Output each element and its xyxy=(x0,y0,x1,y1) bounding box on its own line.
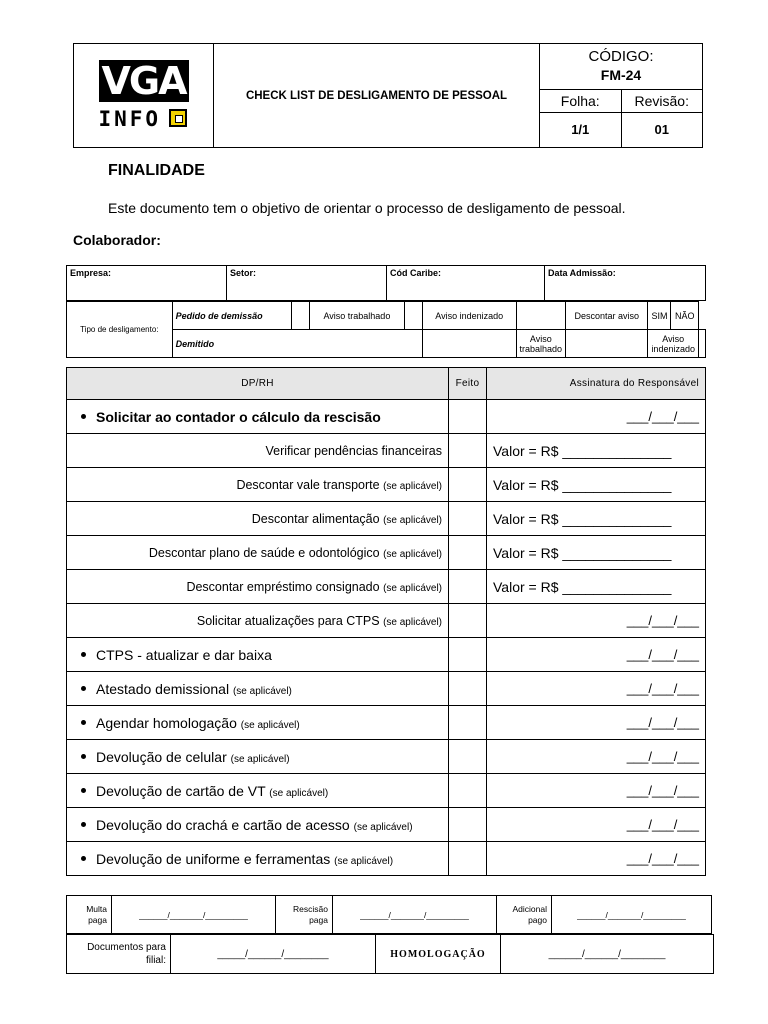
folha-cell xyxy=(540,90,622,148)
adicional-date-field[interactable]: ______/_______/_________ xyxy=(552,896,712,934)
col-dp-rh: DP/RH xyxy=(67,368,449,400)
checklist-row xyxy=(67,468,706,502)
aviso-indenizado-1-checkbox[interactable] xyxy=(516,302,566,330)
checklist-task xyxy=(67,740,449,774)
task-label: Devolução de cartão de VT xyxy=(96,782,266,799)
checklist-task xyxy=(67,604,449,638)
bullet-icon xyxy=(81,686,86,691)
task-label: Solicitar atualizações para CTPS xyxy=(196,613,380,628)
document-title: CHECK LIST DE DESLIGAMENTO DE PESSOAL xyxy=(214,44,540,148)
checklist-row xyxy=(67,536,706,570)
checklist-task xyxy=(67,842,449,876)
checklist-task xyxy=(67,536,449,570)
pedido-checkbox[interactable] xyxy=(291,302,309,330)
task-note: (se aplicável) xyxy=(240,719,300,731)
task-note: (se aplicável) xyxy=(383,582,442,594)
multa-text: Multa xyxy=(86,903,107,914)
adicional-pago-label xyxy=(497,896,552,934)
checklist-task xyxy=(67,706,449,740)
task-label: Atestado demissional xyxy=(96,680,230,697)
signature-date-field[interactable]: ___/___/___ xyxy=(487,672,706,706)
revisao-value: 01 xyxy=(654,122,669,137)
revisao-label: Revisão: xyxy=(622,90,703,113)
document-header xyxy=(73,43,703,148)
feito-checkbox[interactable] xyxy=(449,468,487,502)
bullet-icon xyxy=(81,754,86,759)
adicional-text: Adicional xyxy=(512,903,547,914)
documentos-filial-label xyxy=(67,935,171,974)
setor-field[interactable]: Setor: xyxy=(227,266,387,301)
sim-option[interactable]: SIM xyxy=(648,302,671,330)
aviso-trabalhado-2-checkbox[interactable] xyxy=(566,330,648,358)
aviso-trabalhado-1-label: Aviso trabalhado xyxy=(309,302,404,330)
checklist-task xyxy=(67,434,449,468)
bullet-icon xyxy=(81,652,86,657)
checklist-task xyxy=(67,638,449,672)
descontar-aviso-label: Descontar aviso xyxy=(566,302,648,330)
payments-row xyxy=(66,895,712,934)
codigo-cell xyxy=(540,44,703,90)
codigo-value: FM-24 xyxy=(600,67,642,83)
employee-info-form xyxy=(66,265,706,301)
folha-label: Folha: xyxy=(540,90,621,113)
signature-date-field[interactable]: ___/___/___ xyxy=(487,808,706,842)
task-label: Descontar empréstimo consignado xyxy=(186,579,380,594)
signature-date-field[interactable]: ___/___/___ xyxy=(487,842,706,876)
tipo-desligamento-form xyxy=(66,301,706,358)
signature-date-field[interactable]: ___/___/___ xyxy=(487,400,706,434)
checklist-table xyxy=(66,367,706,876)
aviso-indenizado-2-checkbox[interactable] xyxy=(699,330,706,358)
valor-field[interactable]: Valor = R$ ______________ xyxy=(487,434,706,468)
feito-checkbox[interactable] xyxy=(449,434,487,468)
aviso-trabalhado-1-checkbox[interactable] xyxy=(404,302,422,330)
feito-checkbox[interactable] xyxy=(449,740,487,774)
rescisao-paga-label xyxy=(276,896,333,934)
nao-option[interactable]: NÃO xyxy=(671,302,699,330)
feito-checkbox[interactable] xyxy=(449,842,487,876)
checklist-row xyxy=(67,638,706,672)
signature-date-field[interactable]: ___/___/___ xyxy=(487,706,706,740)
checklist-task xyxy=(67,672,449,706)
checklist-task xyxy=(67,400,449,434)
checklist-row xyxy=(67,740,706,774)
colaborador-label: Colaborador: xyxy=(73,232,161,248)
signature-date-field[interactable]: ___/___/___ xyxy=(487,604,706,638)
rescisao-paga-text: paga xyxy=(309,914,328,925)
checklist-task xyxy=(67,808,449,842)
tipo-desligamento-label: Tipo de desligamento: xyxy=(67,302,173,358)
checklist-row xyxy=(67,502,706,536)
checklist-row xyxy=(67,672,706,706)
signature-date-field[interactable]: ___/___/___ xyxy=(487,638,706,672)
task-label: Devolução de celular xyxy=(96,748,227,765)
feito-checkbox[interactable] xyxy=(449,536,487,570)
checklist-row xyxy=(67,400,706,434)
aviso-trabalhado-2-label: Aviso trabalhado xyxy=(516,330,566,358)
rescisao-text: Rescisão xyxy=(293,903,328,914)
task-note: (se aplicável) xyxy=(269,787,329,799)
empresa-field[interactable]: Empresa: xyxy=(67,266,227,301)
signature-date-field[interactable]: ___/___/___ xyxy=(487,740,706,774)
pedido-demissao-label: Pedido de demissão xyxy=(172,302,291,330)
data-admissao-field[interactable]: Data Admissão: xyxy=(545,266,706,301)
task-label: Verificar pendências financeiras xyxy=(265,443,442,458)
homologacao-label: HOMOLOGAÇÃO xyxy=(376,935,501,974)
valor-field[interactable]: Valor = R$ ______________ xyxy=(487,536,706,570)
valor-field[interactable]: Valor = R$ ______________ xyxy=(487,570,706,604)
logo-vga-text: VGA xyxy=(99,60,189,102)
checklist-row xyxy=(67,808,706,842)
codigo-label: CÓDIGO: xyxy=(588,48,654,65)
documentos-date-field[interactable]: _____/______/________ xyxy=(171,935,376,974)
checklist-task xyxy=(67,502,449,536)
multa-paga-label xyxy=(67,896,112,934)
logo-square-icon xyxy=(169,109,187,127)
homologacao-row xyxy=(66,934,714,974)
checklist-row xyxy=(67,706,706,740)
checklist-row xyxy=(67,570,706,604)
checklist-row xyxy=(67,842,706,876)
bullet-icon xyxy=(81,856,86,861)
feito-checkbox[interactable] xyxy=(449,604,487,638)
task-label: Devolução de uniforme e ferramentas xyxy=(96,850,331,867)
task-note: (se aplicável) xyxy=(353,821,413,833)
checklist-row xyxy=(67,434,706,468)
bullet-icon xyxy=(81,822,86,827)
demitido-label: Demitido xyxy=(172,330,422,358)
task-label: Agendar homologação xyxy=(96,714,237,731)
filial-text: filial: xyxy=(145,955,166,966)
checklist-row xyxy=(67,604,706,638)
task-label: Solicitar ao contador o cálculo da rescisão xyxy=(96,408,381,425)
feito-checkbox[interactable] xyxy=(449,706,487,740)
signature-date-field[interactable]: ___/___/___ xyxy=(487,774,706,808)
bullet-icon xyxy=(81,788,86,793)
feito-checkbox[interactable] xyxy=(449,638,487,672)
cod-caribe-field[interactable]: Cód Caribe: xyxy=(387,266,545,301)
feito-checkbox[interactable] xyxy=(449,808,487,842)
task-note: (se aplicável) xyxy=(383,548,442,560)
feito-checkbox[interactable] xyxy=(449,502,487,536)
task-note: (se aplicável) xyxy=(230,753,290,765)
homologacao-date-field[interactable]: ______/______/________ xyxy=(501,935,714,974)
multa-paga-text: paga xyxy=(88,914,107,925)
task-note: (se aplicável) xyxy=(383,480,442,492)
feito-checkbox[interactable] xyxy=(449,774,487,808)
aviso-indenizado-2-label: Aviso indenizado xyxy=(648,330,699,358)
bullet-icon xyxy=(81,414,86,419)
task-note: (se aplicável) xyxy=(383,514,442,526)
multa-date-field[interactable]: ______/_______/_________ xyxy=(112,896,276,934)
task-label: CTPS - atualizar e dar baixa xyxy=(96,646,272,663)
checklist-task xyxy=(67,468,449,502)
revisao-cell xyxy=(621,90,703,148)
checklist-task xyxy=(67,570,449,604)
col-assinatura: Assinatura do Responsável xyxy=(487,368,706,400)
documentos-text: Documentos para xyxy=(87,942,166,953)
checklist-task xyxy=(67,774,449,808)
feito-checkbox[interactable] xyxy=(449,570,487,604)
task-note: (se aplicável) xyxy=(334,855,394,867)
folha-value: 1/1 xyxy=(571,122,590,137)
task-label: Descontar alimentação xyxy=(251,511,380,526)
task-label: Devolução do crachá e cartão de acesso xyxy=(96,816,350,833)
task-note: (se aplicável) xyxy=(383,616,442,628)
vga-info-logo xyxy=(99,60,189,138)
finalidade-text: Este documento tem o objetivo de orientar o processo de desligamento de pessoal. xyxy=(108,200,626,216)
checklist-header-row xyxy=(67,368,706,400)
col-feito: Feito xyxy=(449,368,487,400)
bullet-icon xyxy=(81,720,86,725)
valor-field[interactable]: Valor = R$ ______________ xyxy=(487,468,706,502)
logo-info-text: INFO xyxy=(98,106,162,131)
task-label: Descontar vale transporte xyxy=(236,477,380,492)
feito-checkbox[interactable] xyxy=(449,400,487,434)
logo-cell xyxy=(74,44,214,148)
task-label: Descontar plano de saúde e odontológico xyxy=(148,545,380,560)
rescisao-date-field[interactable]: ______/_______/_________ xyxy=(333,896,497,934)
adicional-pago-text: pago xyxy=(528,914,547,925)
checklist-row xyxy=(67,774,706,808)
aviso-indenizado-1-label: Aviso indenizado xyxy=(422,302,516,330)
demitido-checkbox[interactable] xyxy=(422,330,516,358)
task-note: (se aplicável) xyxy=(232,685,292,697)
valor-field[interactable]: Valor = R$ ______________ xyxy=(487,502,706,536)
feito-checkbox[interactable] xyxy=(449,672,487,706)
finalidade-heading: FINALIDADE xyxy=(108,162,205,179)
